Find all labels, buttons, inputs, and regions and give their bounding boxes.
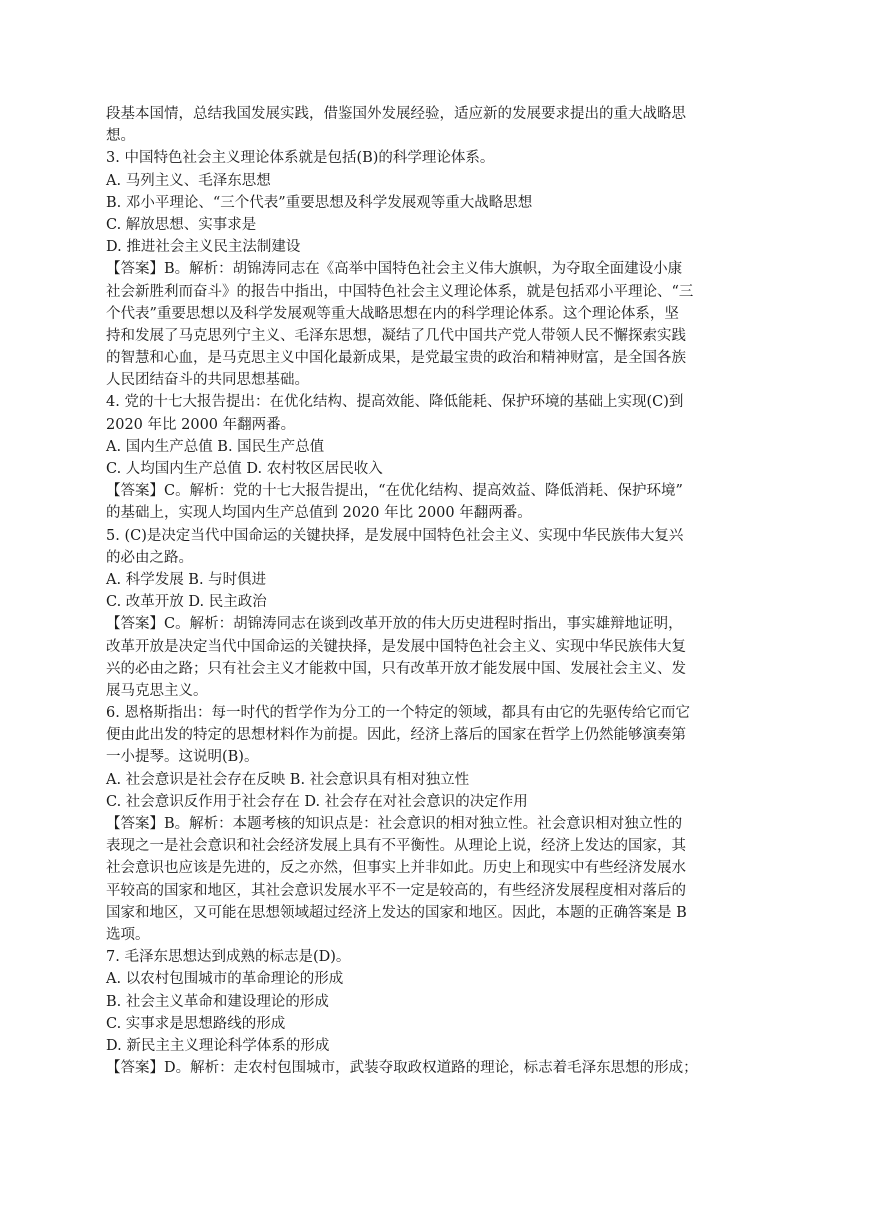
text-line: 便由此出发的特定的思想材料作为前提。因此，经济上落后的国家在哲学上仍然能够演奏第 [106,727,686,744]
text-line: 人民团结奋斗的共同思想基础。 [106,372,309,389]
text-line: 4. 党的十七大报告提出：在优化结构、提高效能、降低能耗、保护环境的基础上实现(C)到 [106,394,684,411]
text-line: D. 推进社会主义民主法制建设 [106,239,301,256]
text-line: C. 解放思想、实事求是 [106,216,257,233]
text-line: A. 国内生产总值 B. 国民生产总值 [106,438,325,455]
text-line: 展马克思主义。 [106,682,208,699]
text-line: 平较高的国家和地区，其社会意识发展水平不一定是较高的，有些经济发展程度相对落后的 [106,882,686,899]
text-line: B. 邓小平理论、“三个代表”重要思想及科学发展观等重大战略思想 [106,194,533,211]
text-line: 社会新胜利而奋斗》的报告中指出，中国特色社会主义理论体系，就是包括邓小平理论、“三 [106,283,694,300]
text-line: 表现之一是社会意识和社会经济发展上具有不平衡性。从理论上说，经济上发达的国家，其 [106,838,686,855]
text-line: 7. 毛泽东思想达到成熟的标志是(D)。 [106,949,351,966]
text-line: 【答案】D。解析：走农村包围城市，武装夺取政权道路的理论，标志着毛泽东思想的形成； [106,1060,698,1077]
text-line: 【答案】B。解析：胡锦涛同志在《高举中国特色社会主义伟大旗帜，为夺取全面建设小康 [106,261,683,278]
text-line: A. 科学发展 B. 与时俱进 [106,571,267,588]
text-line: C. 人均国内生产总值 D. 农村牧区居民收入 [106,461,383,477]
text-line: 段基本国情，总结我国发展实践，借鉴国外发展经验，适应新的发展要求提出的重大战略思 [106,106,686,122]
text-line: A. 马列主义、毛泽东思想 [106,172,271,189]
text-line: 2020 年比 2000 年翻两番。 [106,416,296,433]
text-line: 5. (C)是决定当代中国命运的关键抉择，是发展中国特色社会主义、实现中华民族伟大复兴 [106,527,684,544]
text-line: 社会意识也应该是先进的，反之亦然，但事实上并非如此。历史上和现实中有些经济发展水 [106,860,686,877]
text-line: 【答案】C。解析：党的十七大报告提出，“在优化结构、提高效益、降低消耗、保护环境” [106,483,683,500]
text-line: 【答案】B。解析：本题考核的知识点是：社会意识的相对独立性。社会意识相对独立性的 [106,816,683,832]
text-line: 的必由之路。 [106,549,193,566]
text-line: 6. 恩格斯指出：每一时代的哲学作为分工的一个特定的领域，都具有由它的先驱传给它而它 [106,705,690,722]
text-line: 兴的必由之路；只有社会主义才能救中国，只有改革开放才能发展中国、发展社会主义、发 [106,660,686,677]
text-line: 的智慧和心血，是马克思主义中国化最新成果，是党最宝贵的政治和精神财富，是全国各族 [106,350,686,367]
text-line: D. 新民主主义理论科学体系的形成 [106,1037,330,1054]
document-body [106,103,766,1079]
text-line: C. 实事求是思想路线的形成 [106,1015,286,1032]
text-line: A. 以农村包围城市的革命理论的形成 [106,971,344,988]
text-line: 国家和地区，又可能在思想领域超过经济上发达的国家和地区。因此，本题的正确答案是 B [106,904,687,921]
text-line: 【答案】C。解析：胡锦涛同志在谈到改革开放的伟大历史进程时指出，事实雄辩地证明， [106,616,683,633]
text-line: 3. 中国特色社会主义理论体系就是包括(B)的科学理论体系。 [106,150,495,167]
text-line: B. 社会主义革命和建设理论的形成 [106,993,329,1010]
text-line: 想。 [106,128,135,145]
text-line: 一小提琴。这说明(B)。 [106,749,259,766]
text-line: C. 社会意识反作用于社会存在 D. 社会存在对社会意识的决定作用 [106,793,528,810]
text-line: 持和发展了马克思列宁主义、毛泽东思想，凝结了几代中国共产党人带领人民不懈探索实践 [106,327,686,344]
text-line: 改革开放是决定当代中国命运的关键抉择，是发展中国特色社会主义、实现中华民族伟大复 [106,638,686,655]
text-line: 个代表”重要思想以及科学发展观等重大战略思想在内的科学理论体系。这个理论体系，坚 [106,305,679,322]
text-line: A. 社会意识是社会存在反映 B. 社会意识具有相对独立性 [106,771,470,788]
text-line: 的基础上，实现人均国内生产总值到 2020 年比 2000 年翻两番。 [106,505,532,522]
text-line: 选项。 [106,926,150,943]
text-line: C. 改革开放 D. 民主政治 [106,594,267,611]
